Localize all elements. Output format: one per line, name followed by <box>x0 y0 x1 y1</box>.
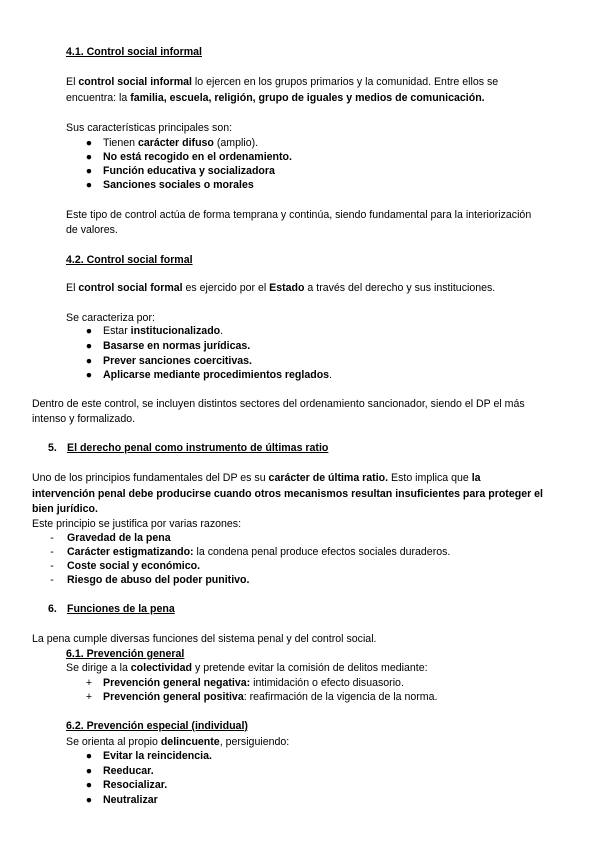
paragraph: Se orienta al propio delincuente, persiguiendo: <box>66 736 290 748</box>
paragraph: Dentro de este control, se incluyen distintos sectores del ordenamiento sancionador, siendo el DP el más <box>32 398 525 410</box>
list-item: Coste social y económico. <box>67 560 201 572</box>
bullet-icon: ● <box>85 165 93 177</box>
plus-icon: + <box>85 691 93 703</box>
list-item: No está recogido en el ordenamiento. <box>103 151 292 163</box>
list-item: Tienen carácter difuso (amplio). <box>103 137 259 149</box>
list-item: Riesgo de abuso del poder punitivo. <box>67 574 250 586</box>
bullet-icon: ● <box>85 750 93 762</box>
heading-6-1: 6.1. Prevención general <box>66 648 185 660</box>
paragraph: Se dirige a la colectividad y pretende evitar la comisión de delitos mediante: <box>66 662 428 674</box>
dash-icon: - <box>50 560 54 572</box>
list-item: Resocializar. <box>103 779 168 791</box>
bullet-icon: ● <box>85 179 93 191</box>
list-intro: Se caracteriza por: <box>66 312 155 324</box>
paragraph: intenso y formalizado. <box>32 413 136 425</box>
list-item: Basarse en normas jurídicas. <box>103 340 251 352</box>
bullet-icon: ● <box>85 765 93 777</box>
dash-icon: - <box>50 532 54 544</box>
heading-5: El derecho penal como instrumento de últimas ratio <box>67 442 329 454</box>
paragraph: El control social formal es ejercido por el Estado a través del derecho y sus instituciones. <box>66 282 496 294</box>
list-item: Carácter estigmatizando: la condena penal produce efectos sociales duraderos. <box>67 546 451 558</box>
bullet-icon: ● <box>85 369 93 381</box>
list-intro: Sus características principales son: <box>66 122 233 134</box>
list-item: Función educativa y socializadora <box>103 165 275 177</box>
list-item: Evitar la reincidencia. <box>103 750 212 762</box>
paragraph: de valores. <box>66 224 118 236</box>
dash-icon: - <box>50 574 54 586</box>
bullet-icon: ● <box>85 779 93 791</box>
list-item: Reeducar. <box>103 765 154 777</box>
paragraph: Este tipo de control actúa de forma temprana y continúa, siendo fundamental para la interiorización <box>66 209 532 221</box>
bullet-icon: ● <box>85 151 93 163</box>
plus-icon: + <box>85 677 93 689</box>
bullet-icon: ● <box>85 325 93 337</box>
paragraph: intervención penal debe producirse cuando otros mecanismos resultan insuficientes para proteger el <box>32 488 543 500</box>
heading-4-1: 4.1. Control social informal <box>66 46 202 58</box>
paragraph: Uno de los principios fundamentales del DP es su carácter de última ratio. Esto implica que la <box>32 472 481 484</box>
paragraph: bien jurídico. <box>32 503 98 515</box>
dash-icon: - <box>50 546 54 558</box>
list-item: Prevención general positiva: reafirmación de la vigencia de la norma. <box>103 691 438 703</box>
list-item: Estar institucionalizado. <box>103 325 224 337</box>
paragraph: La pena cumple diversas funciones del sistema penal y del control social. <box>32 633 377 645</box>
paragraph: El control social informal lo ejercen en los grupos primarios y la comunidad. Entre ellos se <box>66 76 499 88</box>
paragraph: Este principio se justifica por varias razones: <box>32 518 242 530</box>
heading-6: Funciones de la pena <box>67 603 175 615</box>
list-item: Prevención general negativa: intimidación o efecto disuasorio. <box>103 677 404 689</box>
bullet-icon: ● <box>85 340 93 352</box>
list-item: Gravedad de la pena <box>67 532 171 544</box>
list-item: Neutralizar <box>103 794 158 806</box>
section-number: 6. <box>48 603 57 615</box>
list-item: Sanciones sociales o morales <box>103 179 254 191</box>
bullet-icon: ● <box>85 137 93 149</box>
section-number: 5. <box>48 442 57 454</box>
bullet-icon: ● <box>85 794 93 806</box>
list-item: Aplicarse mediante procedimientos reglados. <box>103 369 333 381</box>
bullet-icon: ● <box>85 355 93 367</box>
list-item: Prever sanciones coercitivas. <box>103 355 252 367</box>
paragraph: encuentra: la familia, escuela, religión, grupo de iguales y medios de comunicación. <box>66 92 485 104</box>
heading-6-2: 6.2. Prevención especial (individual) <box>66 720 248 732</box>
heading-4-2: 4.2. Control social formal <box>66 254 193 266</box>
